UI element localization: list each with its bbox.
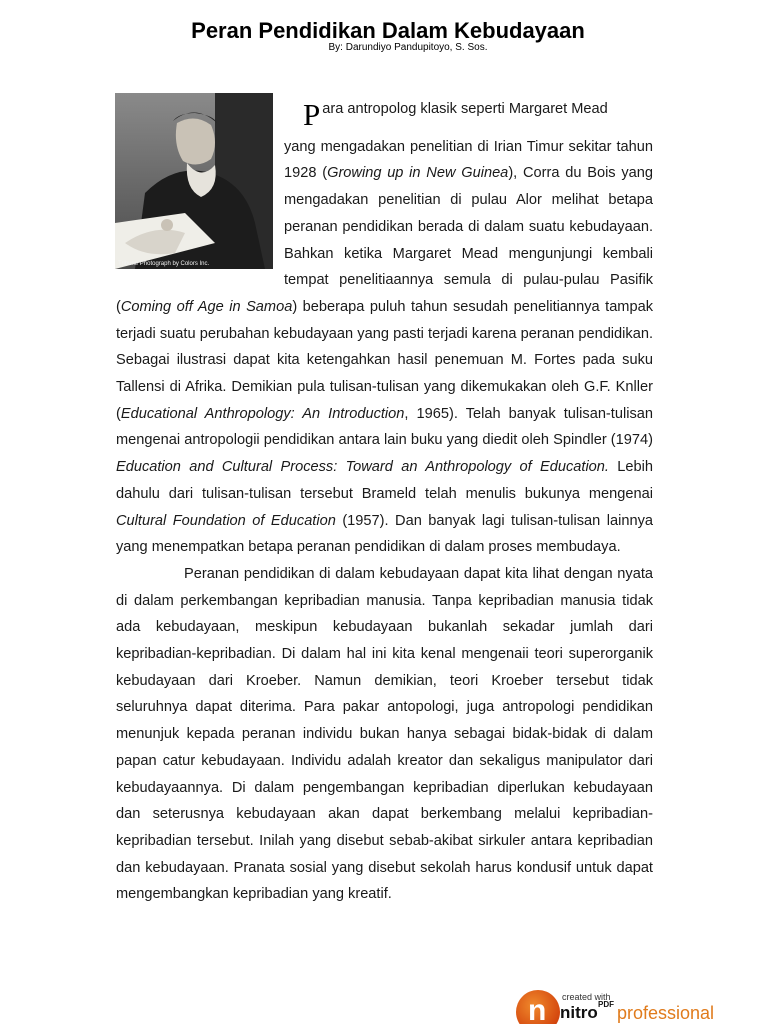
paragraph-1-text: , 1965). Telah banyak tulisan-tulisan mengenai antropologii pendidikan antara lain buku yang diedit oleh Spindler (1974) <box>116 405 653 449</box>
document-title: Peran Pendidikan Dalam Kebudayaan <box>191 18 585 43</box>
paragraph-1-text: yang mengadakan penelitian di Irian Timur sekitar tahun 1928 ( <box>284 138 653 182</box>
drop-cap: P <box>303 97 321 132</box>
nitro-n-glyph: n <box>528 994 547 1024</box>
paragraph-1-text: Lebih dahulu dari tulisan-tulisan tersebut Brameld telah menulis bukunya mengenai <box>116 459 654 502</box>
document-byline: By: Darundiyo Pandupitoyo, S. Sos. <box>328 42 488 53</box>
watermark-brand: nitro <box>560 1003 598 1022</box>
article-body <box>116 96 653 908</box>
photo-caption: Tribune Photograph by Colors Inc. <box>118 261 210 267</box>
paragraph-1-text: ) beberapa puluh tahun sesudah penelitiannya tampak terjadi suatu perubahan kebudayaan yang pasti terjadi karena peranan pendidikan. Sebagai ilustrasi dapat kita ketengahkan hasil penemuan M. Fortes pada suku Tallensi di Afrika. Demikian pula tulisan-tulisan yang dikemukakan oleh G.F. Knller ( <box>116 298 653 422</box>
paragraph-1-lead: ara antropolog klasik seperti Margaret Mead <box>322 101 608 117</box>
book-title: Growing up in New Guinea <box>327 165 509 182</box>
book-title: Educational Anthropology: An Introduction <box>120 405 405 422</box>
book-title: Education and Cultural Process: Toward an Anthropology of Education. <box>116 459 609 476</box>
paragraph-2: Peranan pendidikan di dalam kebudayaan dapat kita lihat dengan nyata di dalam perkembangan kepribadian manusia. Tanpa kepribadian manusia tidak ada kebudayaan, meskipun kebudayaan bukanlah sekadar jumlah dari kepribadian-kepribadian. Di dalam hal ini kita kenal mengenaii teori superorganik kebudayaan dari Kroeber. Namun demikian, teori Kroeber tersebut tidak seluruhnya dapat diterima. Para pakar antopologi, juga antropologi pendidikan menunjuk kepada peranan individu bukan hanya sebagai bidak-bidak di dalam papan catur kebudayaan. Individu adalah kreator dan sekaligus manipulator dari kebudayaannya. Di dalam pengembangan kepribadian diperlukan kebudayaan dan seterusnya kebudayaan akan dapat berkembang melalui kepribadian-kepribadian tersebut. Inilah yang disebut sebab-akibat sirkuler antara kepribadian dan kebudayaan. Pranata sosial yang disebut sekolah harus kondusif untuk dapat mengembangkan kepribadian yang kreatif. <box>116 565 653 903</box>
watermark-edition: professional <box>617 1003 715 1023</box>
watermark-created-with: created with <box>562 992 611 1002</box>
book-title: Coming off Age in Samoa <box>120 298 293 315</box>
watermark-pdf: PDF <box>598 1000 614 1009</box>
nitro-pdf-watermark <box>512 984 722 1024</box>
paragraph-1-text: ), Corra du Bois yang mengadakan penelitian di pulau Alor melihat betapa peranan pendidikan berada di dalam suatu kebudayaan. Bahkan ketika Margaret Mead mengunjungi kembali tempat penelitiaannya semula di pulau-pulau Pasifik ( <box>116 165 654 315</box>
photo-wrap-spacer <box>116 96 284 281</box>
book-title: Cultural Foundation of Education <box>116 512 336 529</box>
paragraph-1-text: (1957). Dan banyak lagi tulisan-tulisan lainnya yang menempatkan betapa peranan pendidikan di dalam proses membudaya. <box>116 512 653 556</box>
